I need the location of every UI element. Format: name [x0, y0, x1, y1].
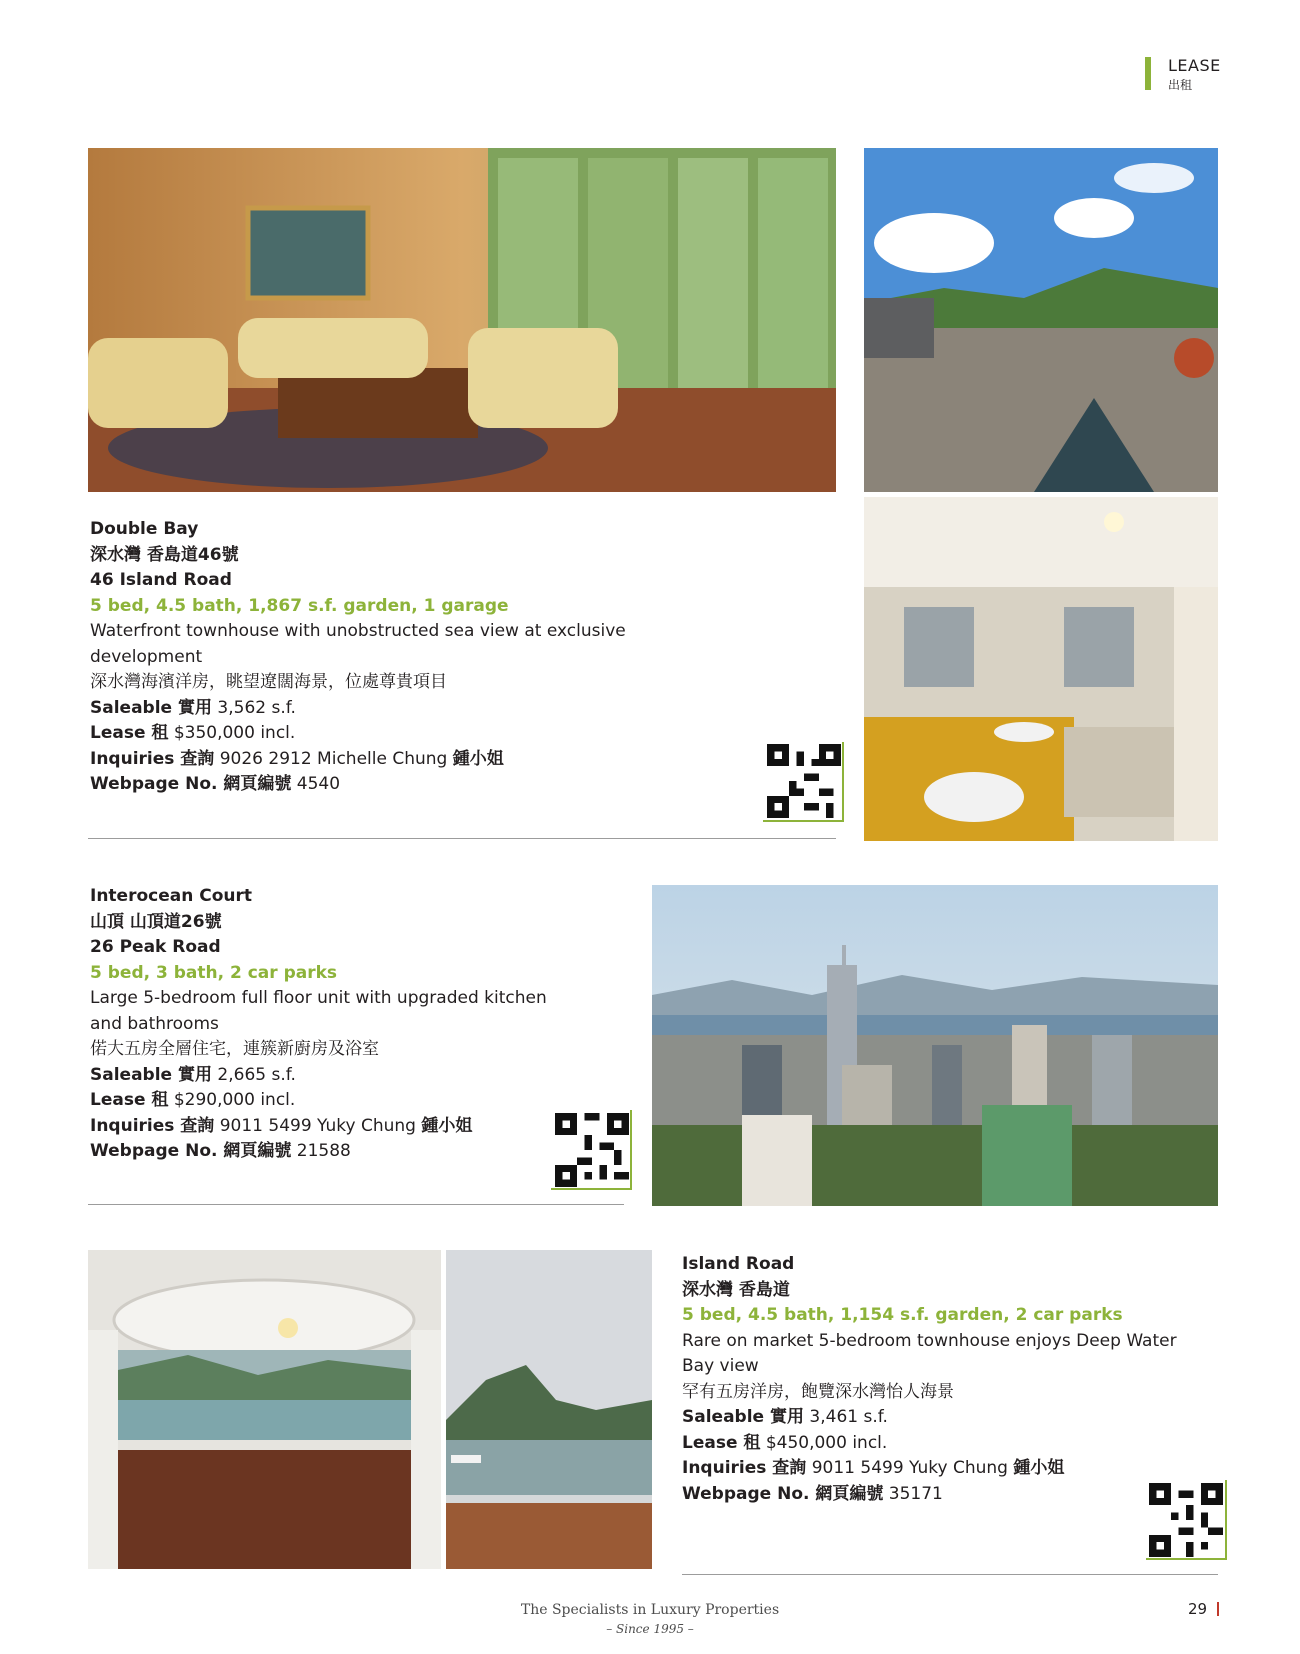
listing-specs: 5 bed, 4.5 bath, 1,867 s.f. garden, 1 garage: [90, 595, 509, 616]
page-number-marker: [1217, 1602, 1219, 1616]
listing-title: Interocean Court: [90, 886, 253, 906]
listing-description-en: Large 5-bedroom full floor unit with upgraded kitchen: [90, 988, 547, 1008]
listing-description-en: Rare on market 5-bedroom townhouse enjoys Deep Water: [682, 1330, 1177, 1351]
listing-specs: 5 bed, 4.5 bath, 1,154 s.f. garden, 2 car parks: [682, 1305, 1123, 1325]
listing-saleable: Saleable 實用 3,562 s.f.: [90, 697, 296, 718]
listing-webpage: Webpage No. 網頁編號 4540: [90, 774, 341, 794]
listing-lease: Lease 租 $350,000 incl.: [90, 723, 296, 743]
listing-address-en: 26 Peak Road: [90, 937, 221, 957]
section-label-en: LEASE: [1168, 56, 1221, 75]
listing-double-bay: [90, 517, 740, 798]
listing-description-en: Waterfront townhouse with unobstructed sea view at exclusive development: [90, 621, 626, 667]
listing-title: Double Bay: [90, 519, 199, 539]
listing-webpage: Webpage No. 網頁編號 35171: [682, 1483, 943, 1504]
qr-frame: [842, 742, 844, 822]
listing-description-en: and bathrooms: [90, 1013, 219, 1034]
listing-inquiries: Inquiries 查詢 9011 5499 Yuky Chung 鍾小姐: [682, 1458, 1065, 1478]
listing-description-zh: 偌大五房全層住宅，連簇新廚房及浴室: [90, 1039, 379, 1059]
page-number: 29: [1188, 1600, 1208, 1618]
qr-code-icon[interactable]: [1149, 1483, 1223, 1557]
listing-description-zh: 罕有五房洋房，飽覽深水灣怡人海景: [682, 1381, 954, 1402]
bay-view-photo: [446, 1250, 652, 1569]
listing-island-road: [682, 1252, 1242, 1507]
qr-frame: [763, 820, 844, 822]
listing-saleable: Saleable 實用 3,461 s.f.: [682, 1407, 888, 1427]
bathroom-photo: [864, 497, 1218, 841]
qr-frame: [630, 1110, 632, 1190]
living-room-photo: [88, 148, 836, 492]
listing-title: Island Road: [682, 1254, 795, 1274]
listing-saleable: Saleable 實用 2,665 s.f.: [90, 1064, 296, 1085]
divider: [88, 1204, 624, 1205]
circular-room-photo: [88, 1250, 441, 1569]
footer-tagline: The Specialists in Luxury Properties: [520, 1602, 780, 1618]
rooftop-terrace-photo: [864, 148, 1218, 492]
listing-interocean-court: [90, 884, 630, 1165]
listing-address-en: 46 Island Road: [90, 570, 232, 590]
listing-description-zh: 深水灣海濱洋房，眺望遼闊海景，位處尊貴項目: [90, 672, 447, 692]
qr-frame: [1146, 1558, 1227, 1560]
listing-lease: Lease 租 $290,000 incl.: [90, 1090, 296, 1110]
listing-address-zh: 山頂 山頂道26號: [90, 911, 222, 932]
section-marker-bar: [1145, 57, 1151, 90]
listing-address-zh: 深水灣 香島道46號: [90, 544, 239, 565]
listing-description-en: Bay view: [682, 1356, 759, 1376]
listing-address-zh: 深水灣 香島道: [682, 1279, 790, 1300]
city-skyline-photo: [652, 885, 1218, 1206]
divider: [88, 838, 836, 839]
qr-frame: [1225, 1480, 1227, 1560]
divider: [682, 1574, 1218, 1575]
listing-specs: 5 bed, 3 bath, 2 car parks: [90, 962, 338, 983]
listing-inquiries: Inquiries 查詢 9011 5499 Yuky Chung 鍾小姐: [90, 1115, 473, 1136]
listing-webpage: Webpage No. 網頁編號 21588: [90, 1141, 351, 1161]
listing-inquiries: Inquiries 查詢 9026 2912 Michelle Chung 鍾小姐: [90, 748, 504, 769]
footer-since: – Since 1995 –: [606, 1622, 694, 1636]
section-label-zh: 出租: [1168, 78, 1193, 92]
qr-code-icon[interactable]: [767, 744, 841, 818]
listing-lease: Lease 租 $450,000 incl.: [682, 1432, 888, 1453]
qr-frame: [551, 1188, 632, 1190]
qr-code-icon[interactable]: [555, 1113, 629, 1187]
